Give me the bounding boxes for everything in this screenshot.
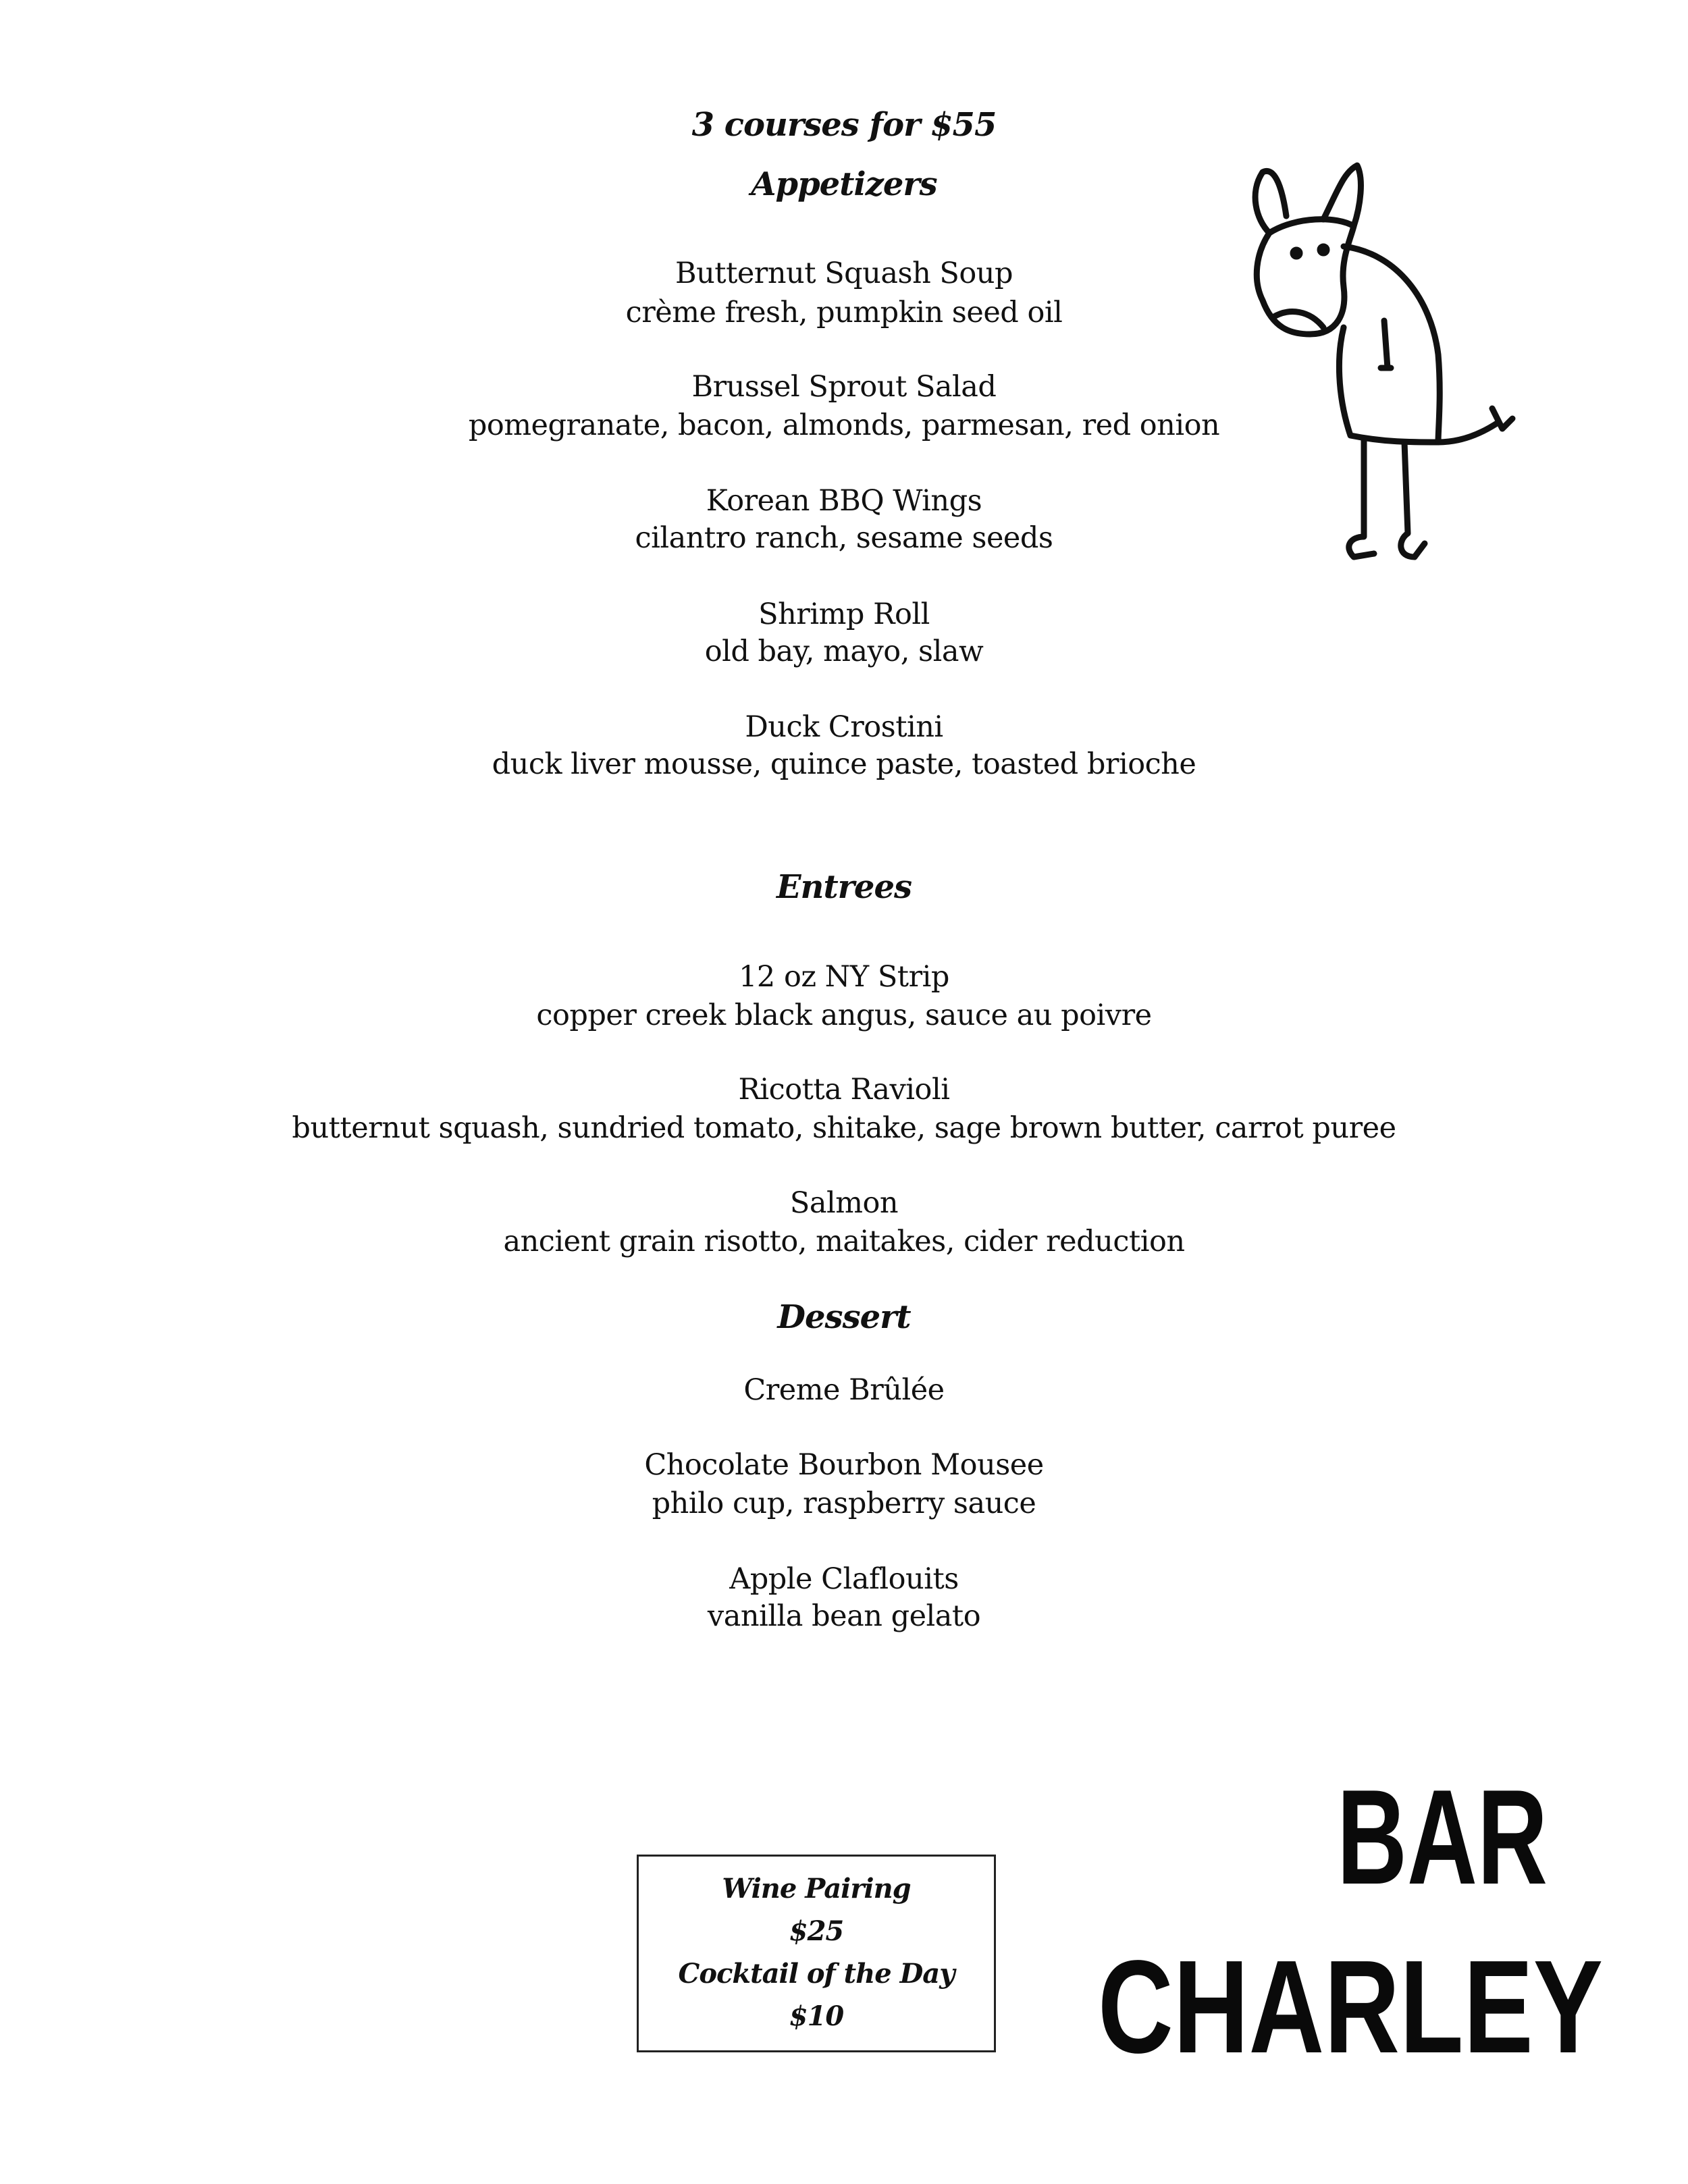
menu-item-name: Brussel Sprout Salad [691,370,997,404]
menu-item-name: Shrimp Roll [758,597,930,631]
menu-item-name: Ricotta Ravioli [738,1073,950,1107]
menu-item-desc: copper creek black angus, sauce au poivre [536,998,1152,1032]
menu-item-name: Apple Claflouits [729,1562,959,1596]
appetizers-heading: Appetizers [751,165,937,203]
donkey-illustration-icon [1236,152,1533,584]
menu-item-name: Butternut Squash Soup [675,257,1013,290]
menu-item-name: 12 oz NY Strip [739,960,949,994]
logo-line-bar: BAR [1337,1762,1548,1913]
logo-line-charley: CHARLEY [1098,1933,1603,2081]
cocktail-price: $10 [789,2000,844,2032]
menu-item-desc: butternut squash, sundried tomato, shitake, sage brown butter, carrot puree [292,1111,1396,1145]
menu-item-name: Korean BBQ Wings [706,484,982,518]
menu-item-desc: philo cup, raspberry sauce [652,1487,1036,1520]
menu-item-desc: vanilla bean gelato [707,1599,981,1633]
menu-item-name: Chocolate Bourbon Mousee [644,1448,1044,1482]
drinks-box [637,1855,996,2052]
menu-item-name: Salmon [789,1186,899,1220]
menu-item-desc: crème fresh, pumpkin seed oil [625,296,1063,329]
cocktail-label: Cocktail of the Day [678,1958,955,1990]
menu-item-name: Creme Brûlée [743,1373,945,1407]
wine-pairing-price: $25 [789,1915,844,1947]
dessert-heading: Dessert [777,1298,911,1336]
menu-item-desc: duck liver mousse, quince paste, toasted brioche [492,747,1196,781]
menu-item-desc: ancient grain risotto, maitakes, cider reduction [503,1225,1185,1258]
menu-item-desc: pomegranate, bacon, almonds, parmesan, red onion [468,408,1220,442]
menu-item-desc: cilantro ranch, sesame seeds [635,521,1053,555]
promo-heading: 3 courses for $55 [691,106,997,144]
wine-pairing-label: Wine Pairing [722,1873,911,1905]
bar-charley-logo [1094,1762,1620,2093]
entrees-heading: Entrees [776,868,912,906]
menu-item-name: Duck Crostini [745,710,943,744]
menu-item-desc: old bay, mayo, slaw [704,635,984,668]
